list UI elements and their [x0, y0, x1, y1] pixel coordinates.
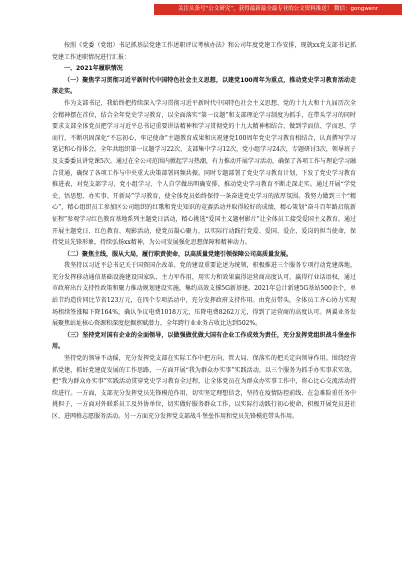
- body-paragraph-3: 坚持党的领导不动摇，充分发挥党支部在实际工作中把方向、管大局、保落实的把关定向领导作用。围绕经营抓党建，抓好党建促发展的工作思路，一方面开展“我为群众办实事”实践活动，以三个服务为抓手办实事求实效，把“我为群众办实事”实践活动贯穿党史学习教育全过程，让全体党员在为群众办实事工作中，将心比心交流活动持续进行。一方面，支部充分发挥党员先锋模范作用，切实坚定理想信念，坚持在疫情防控前线、在急难险重任务中挑担子，一方面对外联系员工及外协单位，切实做好服务群众工作，以实际行动践行初心使命，积极开展党员进社区、进网格志愿服务活动。另一方面充分发挥党支部战斗堡垒作用和党员先锋模范带头作用。: [52, 355, 356, 420]
- section-heading: 一、2021年履职情况: [64, 65, 123, 73]
- body-paragraph-2: 我坚持以习近平总书记关于国资国企改革、党的建设重要论述为统领，积极推进三个服务专项行动党建落地，充分发挥移动通信基础设施建设国家队、主力军作用，用实力和效果赢得运营商高度认可，赢得行业话语权，通过市政府出台支持性政策和聚力推动规划建设实施，集约高效支撑5G新基建。2021年总计新建5G基站500余个，单站节约造价同比节省123万元，在四个专项活动中，充分发挥政府支持作用。由党员带头，全体员工齐心协力实现场租续签涨幅下降164%，确认争议电费1018万元，压降电费8262万元，得到了运营商的高度认可。两翼业务发展聚焦站址核心资源和深度挖掘禀赋潜力，全年跨行业业务占收比达到502%。: [52, 262, 356, 328]
- promo-banner[interactable]: 关注头条号“公文研究”，获得最新最全最专业的公文资料推送！ 微信：gongwenr: [154, 4, 402, 15]
- intro-paragraph: 按照《党委（党组）书记抓基层党建工作述职评议考核办法》和公司年度党建工作安排，现就xx党支部书记抓党建工作述职情况进行汇报：: [52, 42, 356, 61]
- subsection-heading-2: （二）聚焦主线，服从大局，履行职责使命，以高质量党建引领保障公司高质量发展。: [64, 250, 293, 258]
- subsection-heading-3: （三）坚持党对国有企业的全面领导，以做强做优做大国有企业工作成效为责任，充分发挥党组织战斗堡垒作用。: [52, 331, 356, 351]
- subsection-heading-1: （一）聚焦学习贯彻习近平新时代中国特色社会主义思想，以建党100周年为重点，推动党史学习教育活动走深走实。: [52, 76, 356, 96]
- document-body: [52, 40, 356, 423]
- body-paragraph-1: 作为支部书记，我始终把持续深入学习贯彻习近平新时代中国特色社会主义思想、党的十九大和十九届历次全会精神摆在首位，结合全年党史学习教育，以全面落实“第一议题”和支部理论学习制度为抓手，在带头学习的同时要求支部全体党员把学习习近平总书记重要讲话精神和学习贯彻党的十九大精神相结合，做到学而信、学而思、学而行，不断巩固深化“不忘初心，牢记使命”主题教育成果和庆祝建党100周年党史学习教育相结合，认真撰写学习笔记和心得体会。全年共组织第一议题学习22次，支部集中学习12次，党小组学习24次，专题研讨3次，领导班子及支委委员讲党课5次。通过在全公司范围内掀起学习热潮，有力推动开展学习活动，确保了各项工作与理论学习融合贯通，确保了各项工作与中央重大决策部署同频共振。同时专题部署了党史学习教育计划，下发了党史学习教育推进表，对党支部学习、党小组学习、个人自学做出明确安排，推动党史学习教育不断走深走实。通过开展“学党史、悟思想、办实事、开新局”学习教育，使全体党员始终保持一条奋进党史学习的浓厚氛围。我努力做到三个“精心”，精心组织员工参加区公司组织的红歌和党史知识的竞赛活动并取得较好的成绩，精心策划“奋斗百年路启航新征程”参观学习红色教育基地系列主题党日活动，精心挑选“爱国主义题材影片”让全体员工接受爱国主义教育。通过开展主题党日、红色教育、观影活动，使党员凝心聚力，以实际行动践行党爱、爱国、爱企，爱岗的担当使命，保持党员先锋形象，持续弘扬xx精神，为公司发展强化思想保障和精神动力。: [52, 99, 356, 247]
